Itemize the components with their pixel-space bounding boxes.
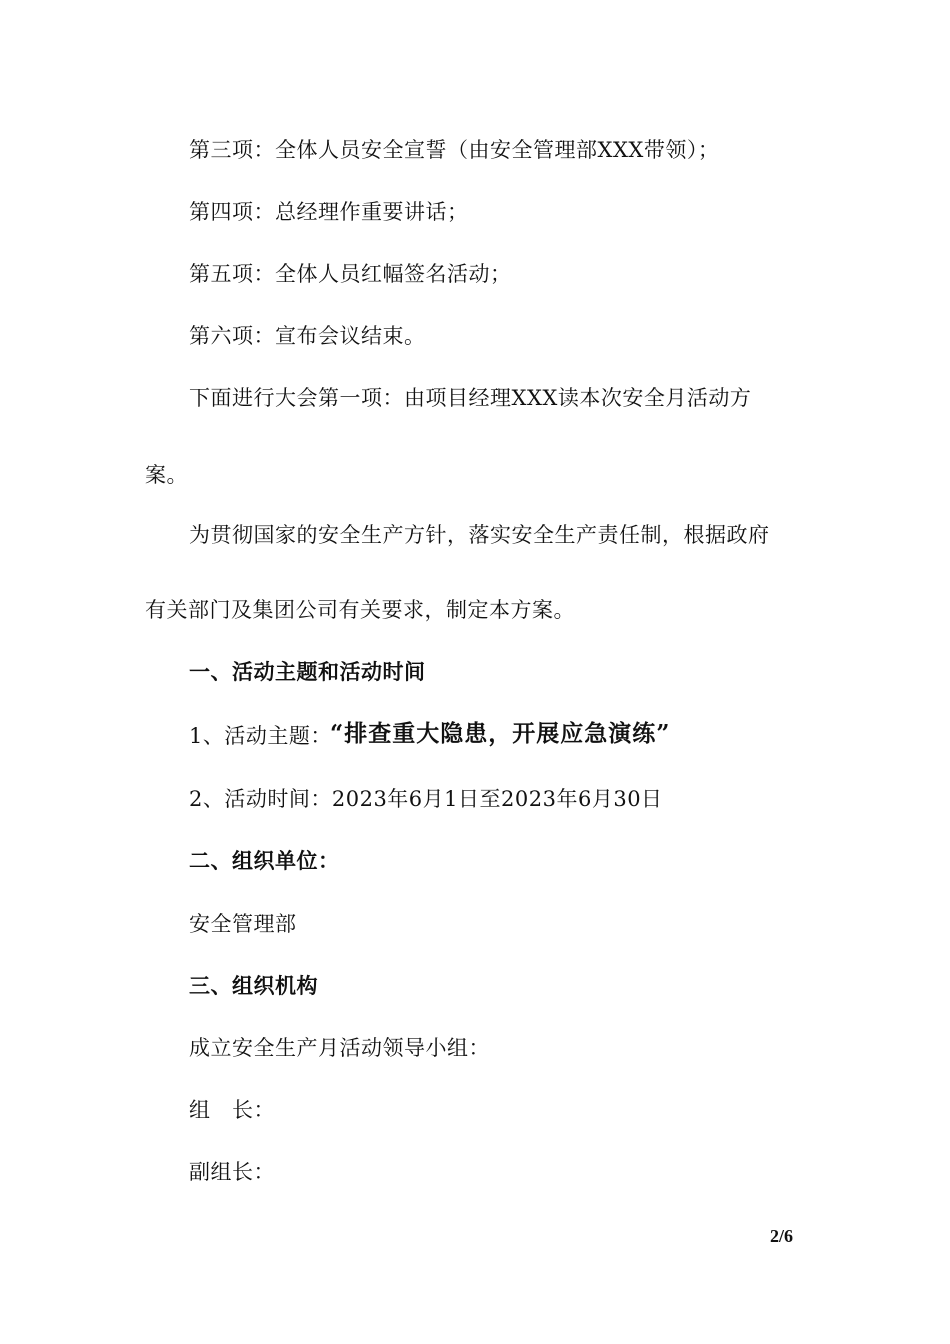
agenda-item-6: 第六项：宣布会议结束。 bbox=[189, 324, 426, 348]
agenda-item-5: 第五项：全体人员红幅签名活动； bbox=[189, 262, 512, 286]
paragraph-line: 案。 bbox=[145, 463, 188, 487]
section-heading: 三、组织机构 bbox=[189, 973, 318, 998]
activity-theme-text: “排查重大隐患，开展应急演练” bbox=[330, 720, 671, 747]
paragraph-line: 安全管理部 bbox=[189, 912, 297, 936]
section-heading: 一、活动主题和活动时间 bbox=[189, 659, 426, 684]
section-heading: 二、组织单位： bbox=[189, 848, 340, 873]
paragraph-line: 为贯彻国家的安全生产方针，落实安全生产责任制，根据政府 bbox=[189, 523, 770, 547]
activity-theme-label: 1、活动主题： bbox=[189, 724, 332, 748]
deputy-leader-field: 副组长： bbox=[189, 1160, 275, 1184]
activity-time: 2、活动时间：2023年6月1日至2023年6月30日 bbox=[189, 787, 663, 811]
leader-field: 组 长： bbox=[189, 1098, 275, 1122]
paragraph-line: 成立安全生产月活动领导小组： bbox=[189, 1036, 490, 1060]
paragraph-line: 有关部门及集团公司有关要求，制定本方案。 bbox=[145, 598, 575, 622]
agenda-item-3: 第三项：全体人员安全宣誓（由安全管理部XXX带领）； bbox=[189, 138, 720, 162]
paragraph-line: 下面进行大会第一项：由项目经理XXX读本次安全月活动方 bbox=[189, 386, 752, 410]
agenda-item-4: 第四项：总经理作重要讲话； bbox=[189, 200, 469, 224]
page-number: 2/6 bbox=[770, 1226, 794, 1246]
